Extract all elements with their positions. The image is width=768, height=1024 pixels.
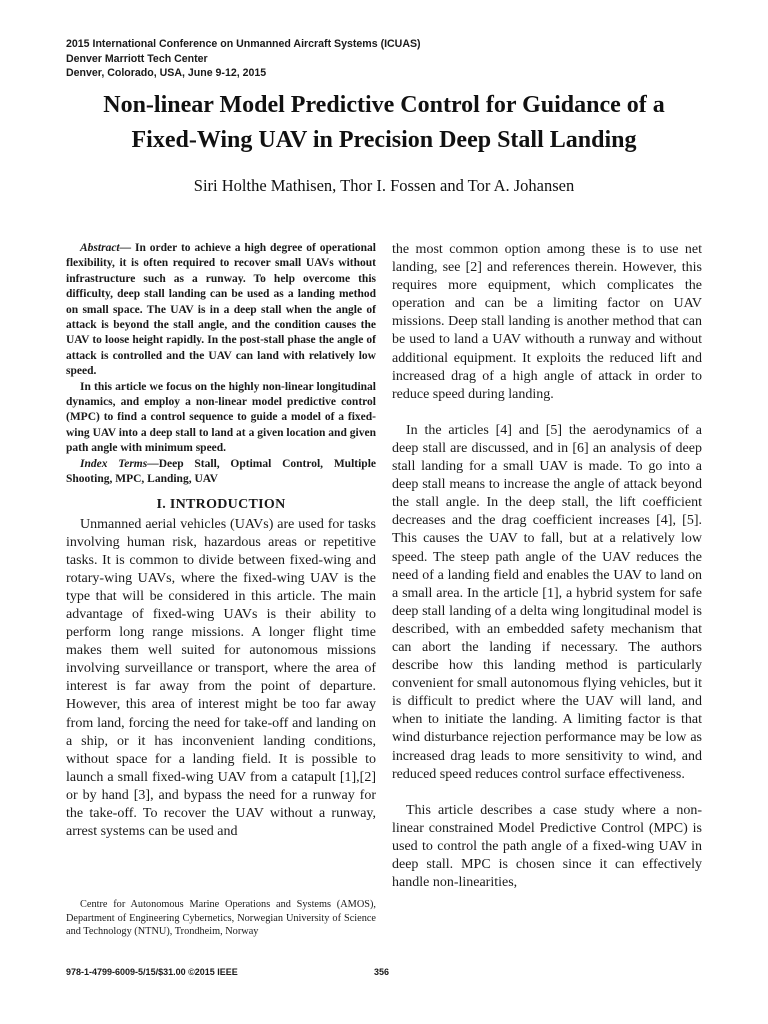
paper-title-line-1: Non-linear Model Predictive Control for Guidance of a (103, 92, 665, 118)
conference-header (66, 37, 486, 81)
paragraph-gap (392, 784, 702, 802)
introduction-paragraph-3: This article describes a case study where a non-linear constrained Model Predictive Control (MPC) is used to control the path angle of a fixed-wing UAV in deep stall. MPC is chosen since it can effectively handle non-linearities, (392, 802, 702, 891)
introduction-paragraph-2: In the articles [4] and [5] the aerodynamics of a deep stall are discussed, and in [6] an analysis of deep stall landing for a small UAV is made. To go into a deep stall means to increase the angle of attack beyond the stall angle. In the deep stall, the lift coefficient decreases and the drag coefficient increases [4], [5]. This causes the UAV to fall, but at a relatively low speed. The steep path angle of the UAV reduces the need of a landing field and enables the UAV to land on a small area. In the article [1], a hybrid system for safe deep stall landing of a delta wing longitudinal model is described, with an embedded safety mechanism that can abort the landing if necessary. The authors describe how this landing method is particularly convenient for small autonomous flying vehicles, but it is difficult to predict where the UAV will land, and when to initiate the landing. A limiting factor is that wind disturbance rejection performance may be low as increased drag leads to more sensitivity to wind, and reduced speed reduces control surface effectiveness. (392, 422, 702, 782)
footer-page-number: 356 (374, 967, 390, 977)
left-column (66, 241, 376, 841)
abstract-text-1: In order to achieve a high degree of operational flexibility, it is often required to recover small UAVs without infrastructure such as a runway. To help overcome this difficulty, deep stall landing can be used as a landing method on small space. The UAV is in a deep stall when the angle of attack is beyond the stall angle, and the condition causes the UAV to loose height rapidly. In the post-stall phase the angle of attack is controlled and the UAV can land with relatively low speed. (66, 242, 376, 378)
index-terms (66, 457, 376, 488)
index-terms-label: Index Terms (80, 457, 148, 470)
footer-isbn: 978-1-4799-6009-5/15/$31.00 ©2015 IEEE (66, 967, 238, 977)
abstract-paragraph-1 (66, 241, 376, 380)
index-terms-dash: — (147, 457, 159, 470)
conference-name: 2015 International Conference on Unmanned Aircraft Systems (ICUAS) (66, 38, 421, 50)
paper-title-line-2: Fixed-Wing UAV in Precision Deep Stall Landing (131, 127, 637, 153)
right-column (392, 241, 702, 892)
section-heading-introduction: I. INTRODUCTION (156, 496, 286, 512)
conference-location-date: Denver, Colorado, USA, June 9-12, 2015 (66, 67, 267, 79)
paragraph-gap (392, 404, 702, 422)
introduction-paragraph-continued: the most common option among these is to use net landing, see [2] and references therein. However, this requires more equipment, which complicates the operation and can be a limiting factor on UAV missions. Deep stall landing is another method that can be used to land a UAV withouth a runway and without additional equipment. It exploits the reduced lift and increased drag of a high angle of attack in order to reduce speed during landing. (392, 242, 702, 402)
paper-title (40, 88, 728, 158)
paper-authors: Siri Holthe Mathisen, Thor I. Fossen and Tor A. Johansen (193, 176, 575, 195)
affiliation-footnote: Centre for Autonomous Marine Operations and Systems (AMOS), Department of Engineering Cybernetics, Norwegian University of Science and Technology (NTNU), Trondheim, Norway (66, 899, 376, 937)
abstract-dash: — (119, 242, 132, 254)
index-terms-text: Deep Stall, Optimal Control, Multiple Shooting, MPC, Landing, UAV (66, 457, 376, 486)
abstract-label: Abstract (80, 242, 120, 254)
abstract-paragraph-2: In this article we focus on the highly non-linear longitudinal dynamics, and employ a non-linear model predictive control (MPC) to find a control sequence to guide a model of a fixed-wing UAV into a deep stall to land at a given location and given path angle with minimum speed. (66, 380, 376, 455)
introduction-paragraph-1: Unmanned aerial vehicles (UAVs) are used for tasks involving human risk, hazardous areas or repetitive tasks. It is common to divide between fixed-wing and rotary-wing UAVs, where the fixed-wing UAV is the type that will be considered in this article. The main advantage of fixed-wing UAVs is their ability to perform long range missions. A longer flight time makes them well suited for autonomous missions involving surveillance or transport, where the area of interest is far away from the point of departure. However, this area of interest might be too far away from land, forcing the need for take-off and landing on a ship, or it has inconvenient landing conditions, without space for a landing field. It is possible to launch a small fixed-wing UAV from a catapult [1],[2] or by hand [3], and bypass the need for a runway for the take-off. To recover the UAV without a runway, arrest systems can be used and (66, 516, 376, 840)
conference-venue: Denver Marriott Tech Center (66, 52, 208, 65)
